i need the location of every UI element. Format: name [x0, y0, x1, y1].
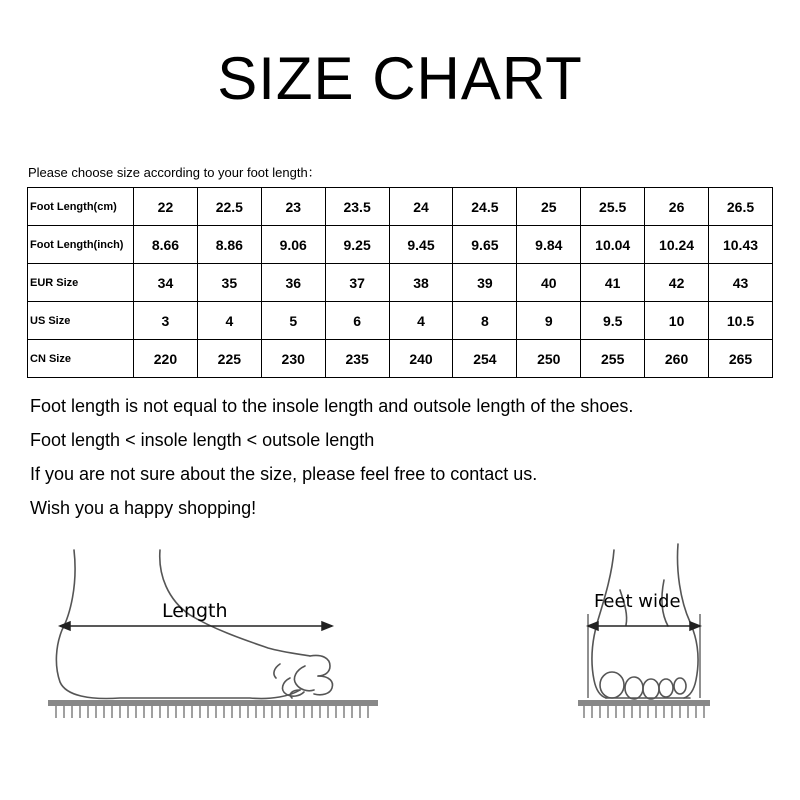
table-row [28, 188, 773, 226]
length-arrow [60, 622, 332, 630]
table-cell: 10.5 [709, 302, 773, 340]
table-cell: 41 [581, 264, 645, 302]
intro-text: Please choose size according to your foot length： [28, 165, 321, 180]
width-label: Feet wide [594, 591, 681, 612]
row-header: CN Size [28, 340, 134, 378]
table-cell: 4 [389, 302, 453, 340]
table-row [28, 302, 773, 340]
table-cell: 36 [261, 264, 325, 302]
size-chart-table [27, 187, 773, 378]
table-cell: 24 [389, 188, 453, 226]
table-cell: 260 [645, 340, 709, 378]
table-cell: 9.06 [261, 226, 325, 264]
table-cell: 37 [325, 264, 389, 302]
table-cell: 10 [645, 302, 709, 340]
table-cell: 39 [453, 264, 517, 302]
table-cell: 8.66 [134, 226, 198, 264]
table-cell: 9 [517, 302, 581, 340]
length-label: Length [162, 600, 228, 622]
table-cell: 34 [134, 264, 198, 302]
table-row [28, 226, 773, 264]
table-cell: 265 [709, 340, 773, 378]
table-cell: 254 [453, 340, 517, 378]
page-title: SIZE CHART [217, 45, 583, 112]
table-cell: 22 [134, 188, 198, 226]
table-cell: 23 [261, 188, 325, 226]
table-row [28, 264, 773, 302]
table-cell: 40 [517, 264, 581, 302]
table-row [28, 340, 773, 378]
table-cell: 235 [325, 340, 389, 378]
table-cell: 38 [389, 264, 453, 302]
ruler-left [48, 700, 378, 718]
table-cell: 10.43 [709, 226, 773, 264]
table-cell: 23.5 [325, 188, 389, 226]
table-cell: 9.25 [325, 226, 389, 264]
table-cell: 220 [134, 340, 198, 378]
table-cell: 250 [517, 340, 581, 378]
row-header: US Size [28, 302, 134, 340]
table-cell: 9.65 [453, 226, 517, 264]
ruler-right [578, 700, 710, 718]
table-cell: 10.04 [581, 226, 645, 264]
table-cell: 43 [709, 264, 773, 302]
table-cell: 6 [325, 302, 389, 340]
front-foot-drawing [592, 544, 698, 699]
table-cell: 10.24 [645, 226, 709, 264]
table-cell: 42 [645, 264, 709, 302]
note-line: Foot length is not equal to the insole length and outsole length of the shoes. [30, 396, 634, 416]
table-cell: 4 [197, 302, 261, 340]
table-cell: 9.5 [581, 302, 645, 340]
table-cell: 8.86 [197, 226, 261, 264]
table-cell: 25 [517, 188, 581, 226]
table-cell: 26.5 [709, 188, 773, 226]
table-cell: 22.5 [197, 188, 261, 226]
foot-illustrations [0, 530, 800, 730]
row-header: Foot Length(inch) [28, 226, 134, 264]
table-cell: 5 [261, 302, 325, 340]
row-header: Foot Length(cm) [28, 188, 134, 226]
table-cell: 35 [197, 264, 261, 302]
notes [30, 389, 633, 525]
note-line: Wish you a happy shopping! [30, 498, 257, 518]
table-cell: 240 [389, 340, 453, 378]
table-cell: 26 [645, 188, 709, 226]
table-cell: 25.5 [581, 188, 645, 226]
table-cell: 8 [453, 302, 517, 340]
side-foot-drawing [56, 550, 332, 699]
table-cell: 24.5 [453, 188, 517, 226]
table-cell: 225 [197, 340, 261, 378]
table-cell: 9.45 [389, 226, 453, 264]
table-cell: 3 [134, 302, 198, 340]
table-cell: 255 [581, 340, 645, 378]
table-cell: 230 [261, 340, 325, 378]
row-header: EUR Size [28, 264, 134, 302]
note-line: Foot length < insole length < outsole length [30, 430, 375, 450]
note-line: If you are not sure about the size, please feel free to contact us. [30, 464, 538, 484]
table-cell: 9.84 [517, 226, 581, 264]
